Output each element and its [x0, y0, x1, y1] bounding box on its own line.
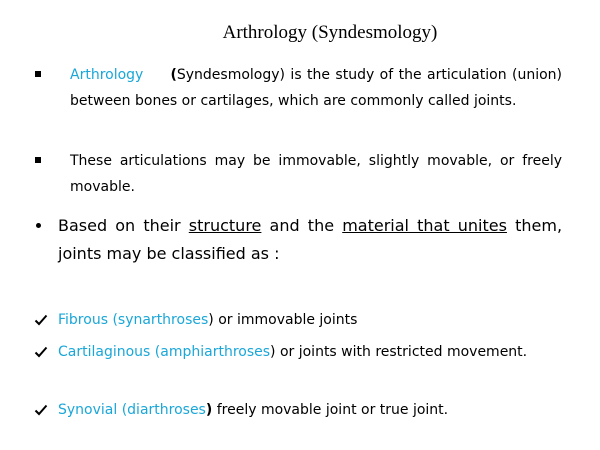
- synovial-text: freely movable joint or true joint.: [212, 402, 449, 418]
- close-paren: ): [270, 344, 276, 360]
- class-fibrous: [58, 306, 562, 334]
- term-cartilaginous: Cartilaginous (amphiarthroses: [58, 344, 271, 360]
- classification-part3: them, joints may be classified as :: [58, 216, 563, 263]
- underline-structure: structure: [188, 216, 262, 235]
- bullet-articulation-types: [70, 148, 562, 200]
- open-paren: (: [170, 67, 177, 83]
- bullet-arthrology-definition: [70, 62, 562, 114]
- fibrous-text: or immovable joints: [213, 312, 358, 328]
- class-synovial: [58, 396, 562, 424]
- classification-part2: and the: [269, 216, 335, 235]
- underline-material: material that unites: [342, 216, 507, 235]
- term-fibrous: Fibrous (synarthroses: [58, 312, 209, 328]
- class-cartilaginous: [58, 338, 562, 366]
- check-icon: [34, 345, 48, 359]
- check-icon: [34, 313, 48, 327]
- term-arthrology: Arthrology: [70, 67, 144, 83]
- check-icon: [34, 403, 48, 417]
- close-paren: ): [208, 312, 214, 328]
- definition-text: Syndesmology) is the study of the articulation (union) between bones or cartilages, which are commonly called joints.: [70, 67, 562, 109]
- bullet-classification: [58, 212, 562, 268]
- close-paren: ): [205, 402, 213, 418]
- square-bullet-icon: [35, 157, 41, 163]
- term-synovial: Synovial (diarthroses: [58, 402, 206, 418]
- dot-bullet-icon: [36, 223, 41, 228]
- cartilaginous-text: or joints with restricted movement.: [275, 344, 528, 360]
- articulation-text: These articulations may be immovable, slightly movable, or freely movable.: [70, 153, 562, 195]
- classification-part1: Based on their: [58, 216, 181, 235]
- square-bullet-icon: [35, 71, 41, 77]
- slide-title: Arthrology (Syndesmology): [222, 22, 438, 43]
